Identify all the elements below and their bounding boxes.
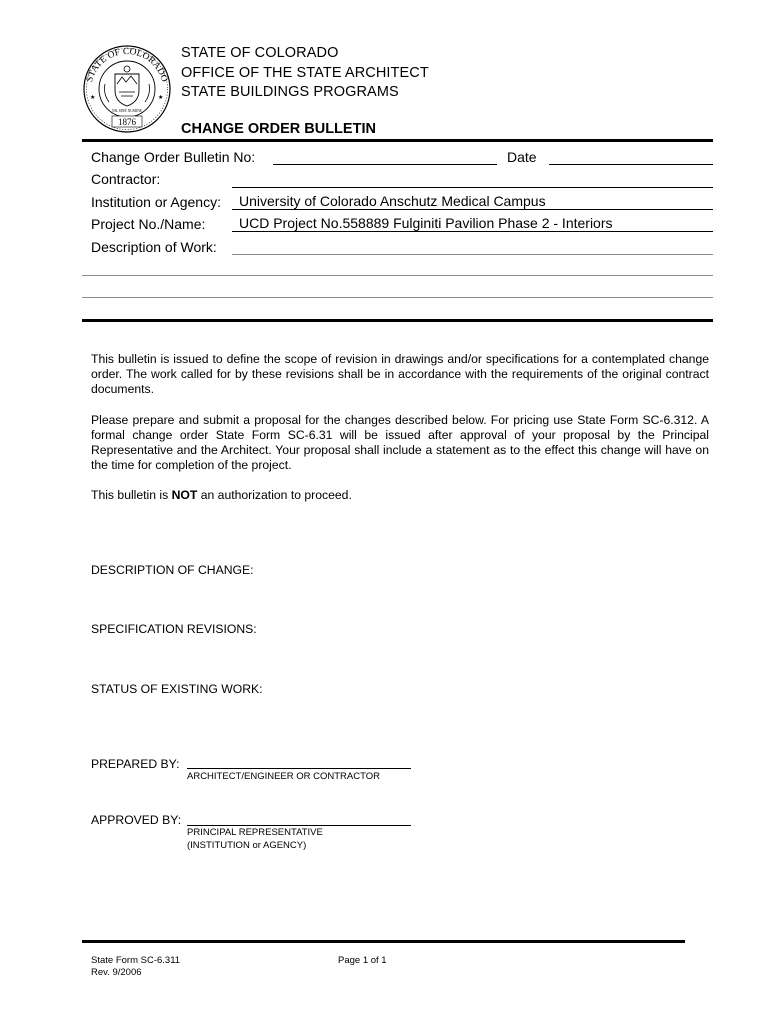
contractor-field[interactable] [239,170,713,187]
institution-label: Institution or Agency: [91,194,221,210]
header-agency-line3: STATE BUILDINGS PROGRAMS [181,84,399,100]
specification-revisions-heading: SPECIFICATION REVISIONS: [91,622,257,636]
contractor-underline [232,187,713,188]
approved-by-label: APPROVED BY: [91,813,182,827]
top-divider [82,139,713,142]
authorization-notice: This bulletin is NOT an authorization to proceed. [91,488,352,502]
instructions-paragraph: Please prepare and submit a proposal for the changes described below. For pricing use State Form SC-6.312. A formal change order State Form SC-6.31 will be issued after approval of your proposal by the Principal Representative and the Architect. Your proposal shall include a statement as to the effect this change will have on the time for completion of the project. [91,413,709,472]
project-field[interactable]: UCD Project No.558889 Fulginiti Pavilion Phase 2 - Interiors [239,215,613,231]
svg-text:1876: 1876 [118,117,136,127]
bulletin-no-field[interactable] [273,148,497,165]
description-label: Description of Work: [91,239,217,255]
description-line-3 [82,297,713,298]
revision-date: Rev. 9/2006 [91,967,142,978]
prepared-by-label: PREPARED BY: [91,757,180,771]
header-agency-line1: STATE OF COLORADO [181,45,339,61]
page-number: Page 1 of 1 [338,955,387,966]
state-seal-logo [81,44,173,134]
approved-by-caption-1: PRINCIPAL REPRESENTATIVE [187,827,323,838]
form-number: State Form SC-6.311 [91,955,181,966]
form-bottom-divider [82,319,713,322]
prepared-by-signature-line[interactable] [187,768,411,769]
header-agency-line2: OFFICE OF THE STATE ARCHITECT [181,65,429,81]
star-icon: ★ [90,95,96,101]
bulletin-no-label: Change Order Bulletin No: [91,149,256,165]
status-of-existing-work-heading: STATUS OF EXISTING WORK: [91,682,263,696]
intro-paragraph: This bulletin is issued to define the scope of revision in drawings and/or specifications for a contemplated change order. The work called for by these revisions shall be in accordance with the requirements of the original contract documents. [91,352,709,396]
date-label: Date [507,149,537,165]
bulletin-no-underline [273,164,497,165]
date-underline [549,164,713,165]
institution-field[interactable]: University of Colorado Anschutz Medical Campus [239,193,546,209]
project-underline [232,231,713,232]
institution-underline [232,209,713,210]
date-field[interactable] [549,148,713,165]
approved-by-caption-2: (INSTITUTION or AGENCY) [187,840,307,851]
prepared-by-caption: ARCHITECT/ENGINEER OR CONTRACTOR [187,771,381,782]
description-line-2 [82,275,713,276]
description-field[interactable] [239,238,713,255]
project-label: Project No./Name: [91,216,206,232]
svg-text:STATE OF COLORADO: STATE OF COLORADO [84,46,170,84]
svg-text:NIL SINE NUMINE: NIL SINE NUMINE [111,109,143,113]
description-of-change-heading: DESCRIPTION OF CHANGE: [91,563,254,577]
contractor-label: Contractor: [91,171,161,187]
star-icon: ★ [158,95,164,101]
page-title: CHANGE ORDER BULLETIN [181,121,376,137]
description-underline [232,254,713,255]
footer-divider [82,940,685,943]
approved-by-signature-line[interactable] [187,825,411,826]
